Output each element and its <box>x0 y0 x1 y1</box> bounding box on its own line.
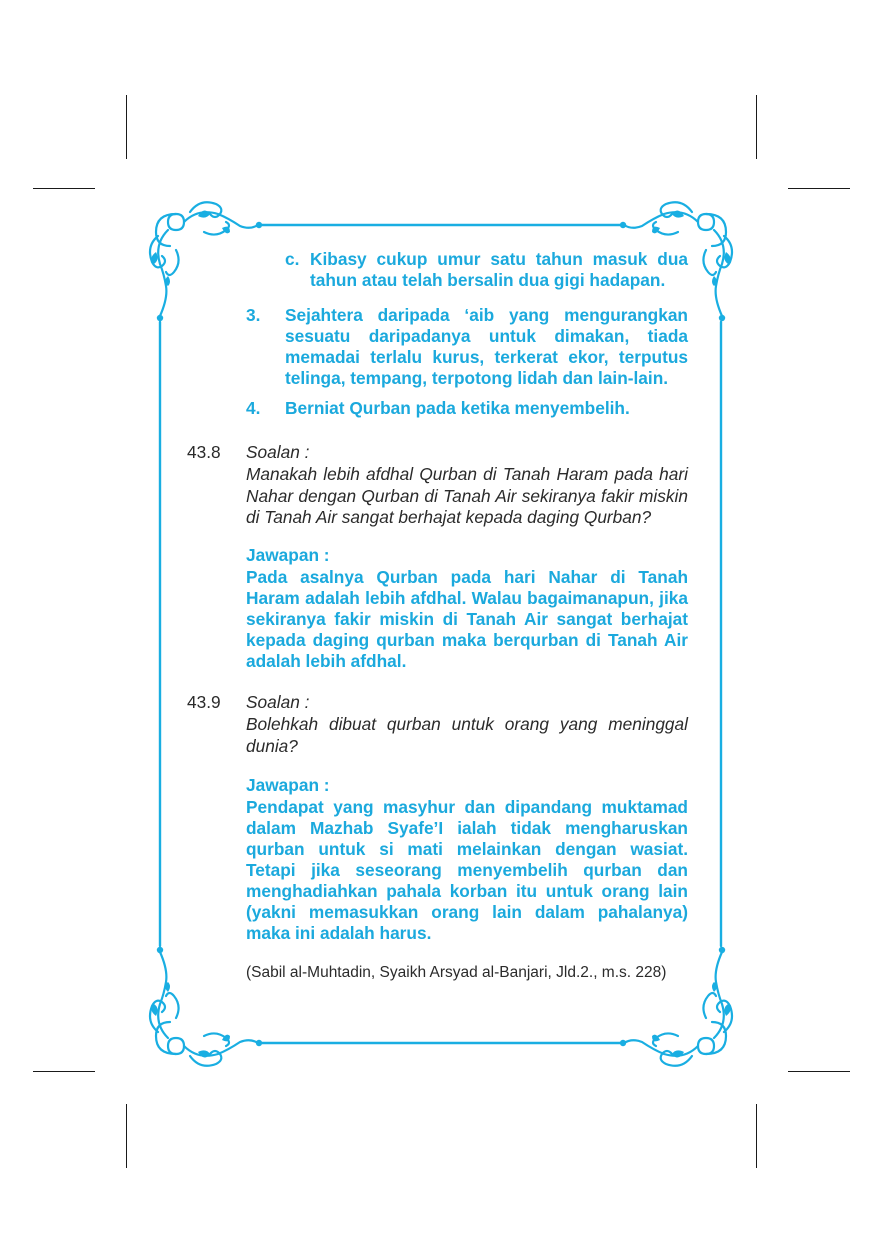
question-label: Soalan : <box>246 442 310 462</box>
answer-label: Jawapan : <box>246 775 330 795</box>
item-3-text: Sejahtera daripada ‘aib yang mengurangkan sesuatu daripadanya untuk dimakan, tiada memadai terlalu kurus, terkerat ekor, terputus telinga, tempang, terpotong lidah dan lain-lain. <box>285 305 688 388</box>
item-3-marker: 3. <box>246 305 261 325</box>
item-c-text: Kibasy cukup umur satu tahun masuk dua tahun atau telah bersalin dua gigi hadapan. <box>310 249 688 290</box>
question-text: Bolehkah dibuat qurban untuk orang yang meninggal dunia? <box>246 714 688 756</box>
citation: (Sabil al-Muhtadin, Syaikh Arsyad al-Banjari, Jld.2., m.s. 228) <box>246 964 667 981</box>
answer-label: Jawapan : <box>246 545 330 565</box>
item-c-marker: c. <box>285 249 300 269</box>
question-number-43-8: 43.8 <box>187 442 221 462</box>
question-number-43-9: 43.9 <box>187 692 221 712</box>
item-4-text: Berniat Qurban pada ketika menyembelih. <box>285 398 630 418</box>
answer-text: Pendapat yang masyhur dan dipandang muktamad dalam Mazhab Syafe’I ialah tidak mengharuskan qurban untuk si mati melainkan dengan wasiat. Tetapi jika seseorang menyembelih qurban dan menghadiahkan pahala korban itu untuk orang lain (yakni memasukkan orang lain dalam pahalanya) maka ini adalah harus. <box>246 797 688 943</box>
answer-text: Pada asalnya Qurban pada hari Nahar di Tanah Haram adalah lebih afdhal. Walau bagaimanapun, jika sekiranya fakir miskin di Tanah Air sangat berhajat kepada daging qurban maka berqurban di Tanah Air adalah lebih afdhal. <box>246 567 688 671</box>
question-text: Manakah lebih afdhal Qurban di Tanah Haram pada hari Nahar dengan Qurban di Tanah Air sekiranya fakir miskin di Tanah Air sangat berhajat kepada daging Qurban? <box>246 464 688 527</box>
item-4-marker: 4. <box>246 398 261 418</box>
question-label: Soalan : <box>246 692 310 712</box>
